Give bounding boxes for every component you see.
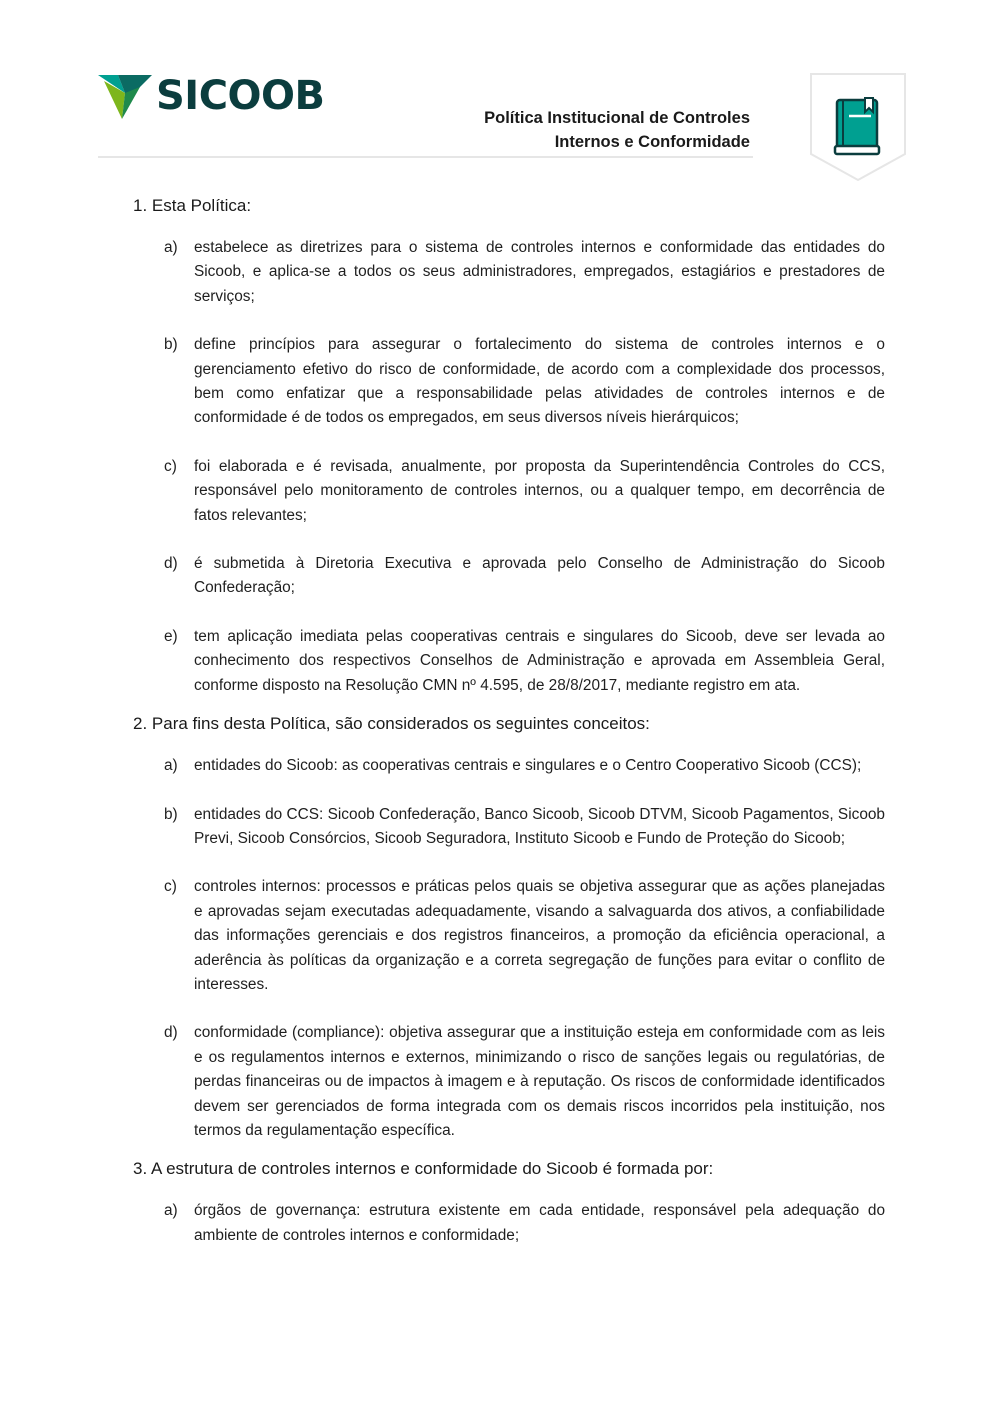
item-letter: e)	[164, 627, 178, 645]
section-items	[133, 1199, 885, 1248]
list-item	[133, 552, 885, 601]
list-item	[133, 754, 885, 778]
list-item	[133, 333, 885, 431]
list-item	[133, 455, 885, 528]
list-item	[133, 1199, 885, 1248]
list-item	[133, 236, 885, 309]
item-letter: b)	[164, 336, 178, 354]
item-letter: d)	[164, 555, 178, 573]
item-text: define princípios para assegurar o fortalecimento do sistema de controles internos e o gerenciamento efetivo do risco de conformidade, de acordo com a complexidade dos processos, bem como enfatizar que a responsabilidade pelas atividades de controles internos e de conformidade é de todos os empregados, em seus diversos níveis hierárquicos;	[194, 336, 885, 427]
list-item	[133, 625, 885, 698]
page-header	[0, 0, 1000, 190]
item-letter: c)	[164, 457, 177, 475]
list-item	[133, 875, 885, 997]
item-letter: b)	[164, 805, 178, 823]
section-3	[133, 1157, 885, 1248]
list-item	[133, 1021, 885, 1143]
header-divider	[98, 156, 753, 158]
sicoob-logo-icon	[98, 71, 152, 121]
brand-name: SICOOB	[156, 73, 325, 119]
section-1	[133, 194, 885, 698]
item-letter: a)	[164, 1202, 178, 1220]
document-title	[484, 106, 750, 154]
item-text: controles internos: processos e práticas pelos quais se objetiva assegurar que as ações planejadas e aprovadas sejam executadas adequadamente, visando a salvaguarda dos ativos, a confiabilidade das informações gerenciais e dos registros financeiros, a promoção da eficiência operacional, a aderência às políticas da organização e a correta segregação de funções para evitar o conflito de interesses.	[194, 878, 885, 993]
section-items	[133, 236, 885, 698]
item-letter: a)	[164, 757, 178, 775]
item-letter: c)	[164, 878, 177, 896]
item-letter: d)	[164, 1024, 178, 1042]
book-icon	[809, 72, 907, 182]
section-2	[133, 712, 885, 1143]
item-letter: a)	[164, 239, 178, 256]
section-title: 3. A estrutura de controles internos e conformidade do Sicoob é formada por:	[133, 1159, 714, 1179]
item-text: entidades do CCS: Sicoob Confederação, Banco Sicoob, Sicoob DTVM, Sicoob Pagamentos, Sicoob Previ, Sicoob Consórcios, Sicoob Seguradora, Instituto Sicoob e Fundo de Proteção do Sicoob;	[194, 805, 885, 847]
item-text: órgãos de governança: estrutura existente em cada entidade, responsável pela adequação do ambiente de controles internos e conformidade;	[194, 1202, 885, 1244]
document-title-line-1: Política Institucional de Controles	[484, 109, 750, 127]
item-text: é submetida à Diretoria Executiva e aprovada pelo Conselho de Administração do Sicoob Confederação;	[194, 555, 885, 597]
item-text: estabelece as diretrizes para o sistema de controles internos e conformidade das entidades do Sicoob, e aplica-se a todos os seus administradores, empregados, estagiários e prestadores de serviços;	[194, 239, 885, 305]
item-text: entidades do Sicoob: as cooperativas centrais e singulares e o Centro Cooperativo Sicoob (CCS);	[194, 757, 862, 775]
list-item	[133, 803, 885, 852]
section-title: 1. Esta Política:	[133, 196, 252, 215]
item-text: conformidade (compliance): objetiva assegurar que a instituição esteja em conformidade com as leis e os regulamentos internos e externos, minimizando o risco de sanções legais ou regulatórias, de perdas financeiras ou de impactos à imagem e à reputação. Os riscos de conformidade identificados devem ser gerenciados de forma integrada com os demais riscos incorridos pela instituição, nos termos da regulamentação específica.	[194, 1024, 885, 1139]
item-text: tem aplicação imediata pelas cooperativas centrais e singulares do Sicoob, deve ser levada ao conhecimento dos respectivos Conselhos de Administração e aprovada em Assembleia Geral, conforme disposto na Resolução CMN nº 4.595, de 28/8/2017, mediante registro em ata.	[194, 627, 885, 694]
section-title: 2. Para fins desta Política, são considerados os seguintes conceitos:	[133, 714, 650, 734]
item-text: foi elaborada e é revisada, anualmente, por proposta da Superintendência Controles do CCS, responsável pelo monitoramento de controles internos, ou a qualquer tempo, em decorrência de fatos relevantes;	[194, 457, 885, 524]
document-title-line-2: Internos e Conformidade	[554, 133, 750, 151]
section-items	[133, 754, 885, 1143]
document-body	[133, 194, 885, 1262]
sicoob-logo	[98, 70, 325, 122]
